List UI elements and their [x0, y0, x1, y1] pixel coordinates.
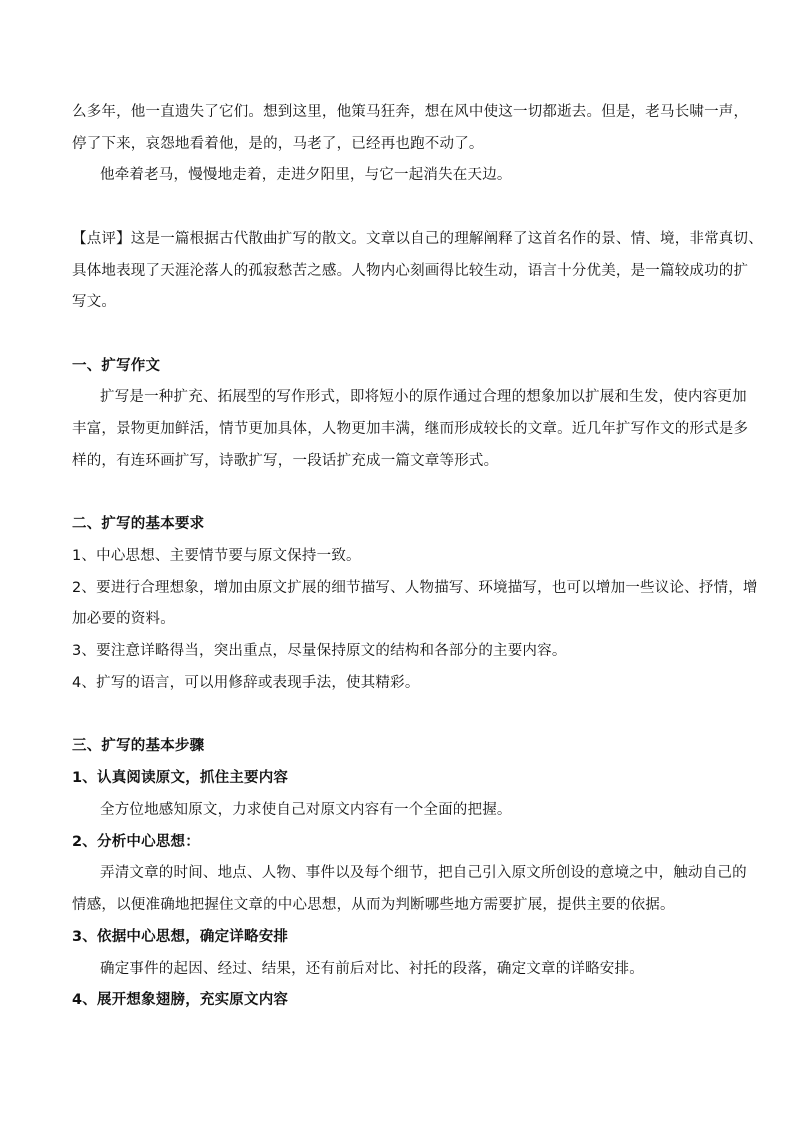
section-heading: 一、扩写作文	[72, 358, 161, 374]
step-text: 确定事件的起因、经过、结果，还有前后对比、衬托的段落，确定文章的详略安排。	[100, 961, 644, 977]
body-text-line: 丰富，景物更加鲜活，情节更加具体，人物更加丰满，继而形成较长的文章。近几年扩写作文的形式是多	[72, 421, 749, 437]
requirement-item: 3、要注意详略得当，突出重点，尽量保持原文的结构和各部分的主要内容。	[72, 643, 567, 659]
body-text-line: 扩写是一种扩充、拓展型的写作形式，即将短小的原作通过合理的想象加以扩展和生发，使内容更加	[100, 389, 747, 405]
requirement-item: 加必要的资料。	[72, 611, 175, 627]
body-text-line: 样的，有连环画扩写，诗歌扩写，一段话扩充成一篇文章等形式。	[72, 453, 499, 469]
requirement-item: 1、中心思想、主要情节要与原文保持一致。	[72, 548, 361, 564]
section-heading: 二、扩写的基本要求	[72, 516, 205, 532]
step-text: 全方位地感知原文，力求使自己对原文内容有一个全面的把握。	[100, 802, 512, 818]
step-title: 1、认真阅读原文，抓住主要内容	[72, 770, 289, 786]
story-text-line: 停了下来，哀怨地看着他，是的，马老了，已经再也跑不动了。	[72, 136, 484, 152]
step-title: 3、依据中心思想，确定详略安排	[72, 929, 289, 945]
story-text-line: 么多年，他一直遗失了它们。想到这里，他策马狂奔，想在风中使这一切都逝去。但是，老马长啸一声，	[72, 104, 749, 120]
story-text-line: 他牵着老马，慢慢地走着，走进夕阳里，与它一起消失在天边。	[100, 167, 512, 183]
step-title: 2、分析中心思想：	[72, 834, 200, 850]
step-text: 弄清文章的时间、地点、人物、事件以及每个细节，把自己引入原文所创设的意境之中，触动自己的	[100, 865, 747, 881]
comment-line: 【点评】这是一篇根据古代散曲扩写的散文。文章以自己的理解阐释了这首名作的景、情、境，非常真切、	[72, 231, 763, 247]
requirement-item: 4、扩写的语言，可以用修辞或表现手法，使其精彩。	[72, 675, 420, 691]
step-text: 情感，以便准确地把握住文章的中心思想，从而为判断哪些地方需要扩展，提供主要的依据。	[72, 897, 675, 913]
requirement-item: 2、要进行合理想象，增加由原文扩展的细节描写、人物描写、环境描写，也可以增加一些议论、抒情，增	[72, 580, 758, 596]
comment-line: 写文。	[72, 294, 117, 310]
step-title: 4、展开想象翅膀，充实原文内容	[72, 992, 289, 1008]
comment-line: 具体地表现了天涯沦落人的孤寂愁苦之感。人物内心刻画得比较生动，语言十分优美，是一篇较成功的扩	[72, 263, 749, 279]
section-heading: 三、扩写的基本步骤	[72, 738, 205, 754]
